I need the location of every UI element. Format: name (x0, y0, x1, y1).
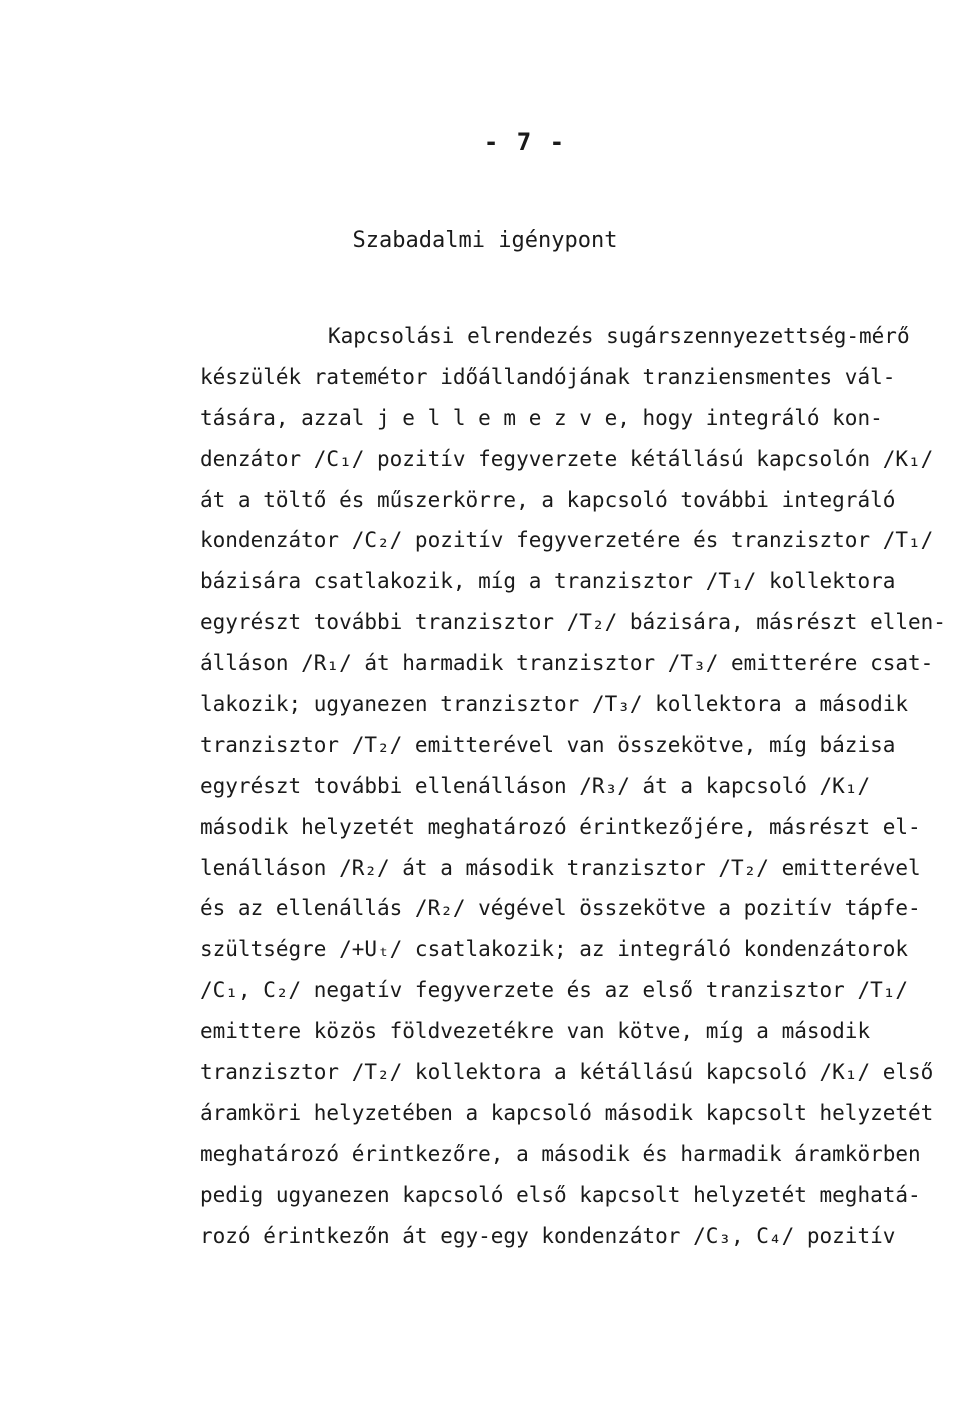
claim-line: bázisára csatlakozik, míg a tranzisztor /T₁/ kollektora (200, 569, 896, 594)
claim-line: álláson /R₁/ át harmadik tranzisztor /T₃/ emitterére csat- (200, 651, 934, 676)
claim-line: második helyzetét meghatározó érintkezőjére, másrészt el- (200, 814, 921, 839)
claim-line: lakozik; ugyanezen tranzisztor /T₃/ kollektora a második (200, 692, 909, 717)
section-heading: Szabadalmi igénypont (352, 228, 618, 253)
claim-line: egyrészt további tranzisztor /T₂/ bázisára, másrészt ellen- (200, 610, 946, 635)
claim-text (200, 316, 946, 1256)
claim-line: kondenzátor /C₂/ pozitív fegyverzetére és tranzisztor /T₁/ (200, 528, 934, 553)
claim-line: tására, azzal j e l l e m e z v e, hogy integráló kon- (200, 405, 883, 430)
claim-line: denzátor /C₁/ pozitív fegyverzete kétállású kapcsolón /K₁/ (200, 446, 934, 471)
claim-line: szültségre /+Uₜ/ csatlakozik; az integráló kondenzátorok (200, 937, 909, 962)
claim-line: és az ellenállás /R₂/ végével összekötve a pozitív tápfe- (200, 896, 921, 921)
claim-line: áramköri helyzetében a kapcsoló második kapcsolt helyzetét (200, 1100, 934, 1125)
claim-line: Kapcsolási elrendezés sugárszennyezettség-mérő (328, 324, 910, 348)
claim-line: emittere közös földvezetékre van kötve, míg a második (200, 1019, 871, 1044)
page-number: - 7 - (483, 128, 567, 156)
claim-line: tranzisztor /T₂/ emitterével van összekötve, míg bázisa (200, 732, 896, 757)
claim-line: tranzisztor /T₂/ kollektora a kétállású kapcsoló /K₁/ első (200, 1060, 934, 1085)
claim-line: rozó érintkezőn át egy-egy kondenzátor /C₃, C₄/ pozitív (200, 1223, 896, 1248)
claim-line: /C₁, C₂/ negatív fegyverzete és az első tranzisztor /T₁/ (200, 978, 909, 1003)
claim-line: egyrészt további ellenálláson /R₃/ át a kapcsoló /K₁/ (200, 773, 871, 798)
claim-line: át a töltő és műszerkörre, a kapcsoló további integráló (200, 487, 896, 512)
claim-line: pedig ugyanezen kapcsoló első kapcsolt helyzetét meghatá- (200, 1182, 921, 1207)
claim-line: meghatározó érintkezőre, a második és harmadik áramkörben (200, 1141, 921, 1166)
claim-line: készülék ratemétor időállandójának tranziensmentes vál- (200, 364, 896, 389)
claim-line: lenálláson /R₂/ át a második tranzisztor /T₂/ emitterével (200, 855, 921, 880)
